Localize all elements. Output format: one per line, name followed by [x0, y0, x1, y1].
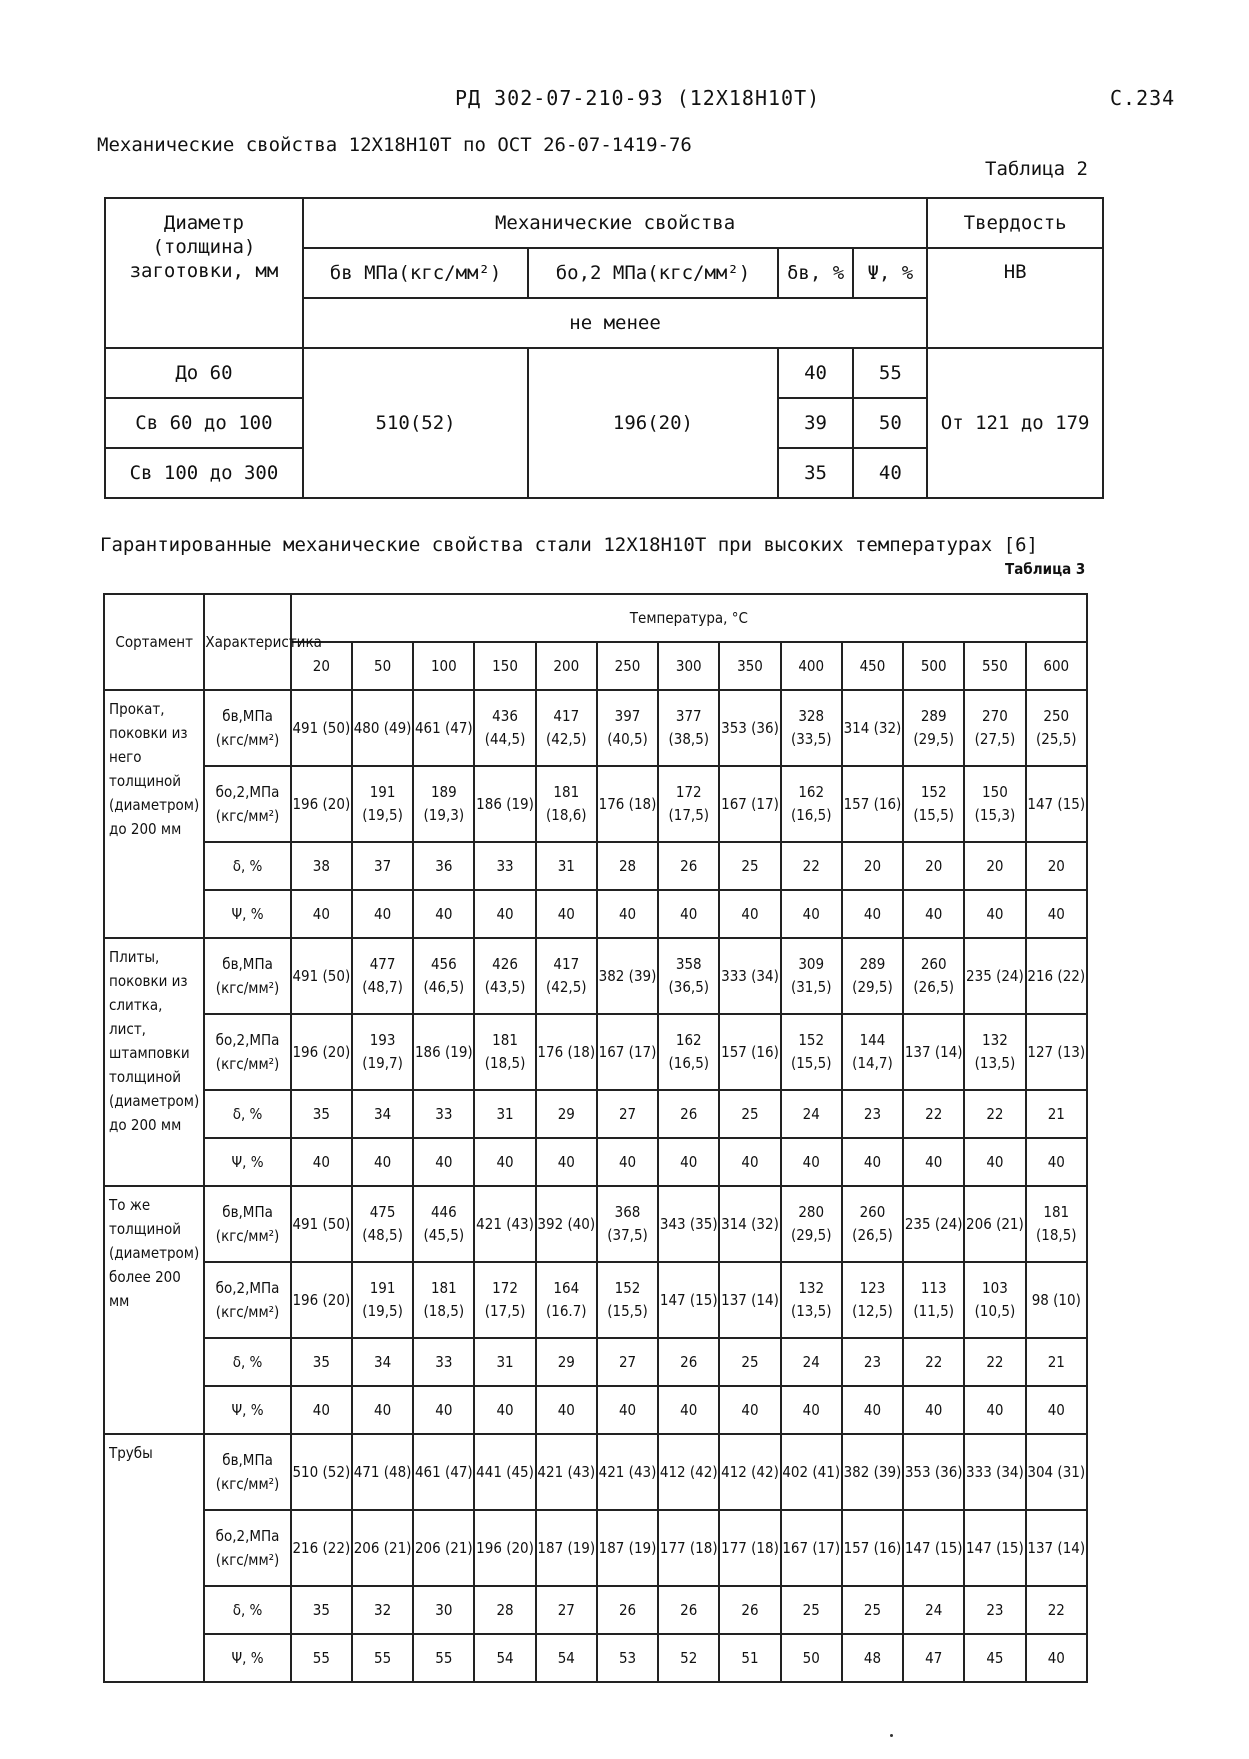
table3-characteristic: Ψ, % — [204, 1634, 290, 1682]
table3-value-cell: 314 (32) — [719, 1186, 780, 1262]
table2-row-psi: 55 — [853, 348, 927, 398]
table3-value-cell: 40 — [903, 890, 964, 938]
table3-value-cell: 491 (50) — [291, 938, 352, 1014]
table3-characteristic: бв,МПа (кгс/мм²) — [204, 1186, 290, 1262]
table2-hardness-value: От 121 до 179 — [927, 348, 1103, 498]
table3-value-cell: 26 — [719, 1586, 780, 1634]
table3-value-cell: 181 (18,5) — [1026, 1186, 1087, 1262]
table3-value-cell: 333 (34) — [719, 938, 780, 1014]
table3-value-cell: 26 — [658, 1338, 719, 1386]
table3-value-cell: 147 (15) — [658, 1262, 719, 1338]
table3-temp-header: 20 — [291, 642, 352, 690]
table3-temp-header: 250 — [597, 642, 658, 690]
table2-sub-d: δв, % — [778, 248, 854, 298]
table3-row — [104, 1510, 1087, 1586]
table3-value-cell: 426 (43,5) — [474, 938, 535, 1014]
table3-value-cell: 471 (48) — [352, 1434, 413, 1510]
table3-value-cell: 40 — [291, 1138, 352, 1186]
table3-value-cell: 33 — [413, 1338, 474, 1386]
table3-value-cell: 40 — [474, 890, 535, 938]
table3-value-cell: 358 (36,5) — [658, 938, 719, 1014]
table3-value-cell: 53 — [597, 1634, 658, 1682]
table3-value-cell: 162 (16,5) — [658, 1014, 719, 1090]
table3-value-cell: 25 — [719, 1338, 780, 1386]
table3-value-cell: 353 (36) — [719, 690, 780, 766]
table3-characteristic: бо,2,МПа (кгс/мм²) — [204, 1262, 290, 1338]
table3-value-cell: 132 (13,5) — [781, 1262, 842, 1338]
table3-value-cell: 40 — [842, 1386, 903, 1434]
table3-value-cell: 191 (19,5) — [352, 766, 413, 842]
table3-value-cell: 235 (24) — [903, 1186, 964, 1262]
table3-value-cell: 123 (12,5) — [842, 1262, 903, 1338]
table3 — [103, 593, 1088, 1683]
table3-value-cell: 147 (15) — [903, 1510, 964, 1586]
table2-sub-psi: Ψ, % — [853, 248, 927, 298]
table3-value-cell: 38 — [291, 842, 352, 890]
table3-value-cell: 157 (16) — [842, 766, 903, 842]
table3-value-cell: 164 (16.7) — [536, 1262, 597, 1338]
table3-value-cell: 24 — [781, 1338, 842, 1386]
table3-value-cell: 22 — [964, 1090, 1025, 1138]
table3-value-cell: 20 — [1026, 842, 1087, 890]
table3-value-cell: 461 (47) — [413, 690, 474, 766]
table3-row — [104, 690, 1087, 766]
table3-row — [104, 1138, 1087, 1186]
table3-characteristic: бв,МПа (кгс/мм²) — [204, 1434, 290, 1510]
table3-caption: Гарантированные механические свойства стали 12Х18Н10Т при высоких температурах [6] — [100, 534, 1038, 556]
table3-value-cell: 328 (33,5) — [781, 690, 842, 766]
table3-row — [104, 766, 1087, 842]
table3-value-cell: 31 — [474, 1090, 535, 1138]
table2-row-psi: 50 — [853, 398, 927, 448]
table3-value-cell: 206 (21) — [352, 1510, 413, 1586]
table3-value-cell: 144 (14,7) — [842, 1014, 903, 1090]
table3-value-cell: 25 — [719, 1090, 780, 1138]
table3-value-cell: 196 (20) — [291, 1262, 352, 1338]
table3-value-cell: 22 — [1026, 1586, 1087, 1634]
table3-characteristic: бв,МПа (кгс/мм²) — [204, 690, 290, 766]
table3-value-cell: 40 — [719, 890, 780, 938]
table2 — [104, 197, 1104, 499]
table2-row-psi: 40 — [853, 448, 927, 498]
table3-row — [104, 1586, 1087, 1634]
table3-value-cell: 30 — [413, 1586, 474, 1634]
table3-value-cell: 22 — [964, 1338, 1025, 1386]
table3-temp-header: 50 — [352, 642, 413, 690]
table3-value-cell: 157 (16) — [842, 1510, 903, 1586]
table3-value-cell: 456 (46,5) — [413, 938, 474, 1014]
table3-sort-cell: Прокат, поковки из него толщиной (диаметром) до 200 мм — [104, 690, 204, 938]
table3-value-cell: 314 (32) — [842, 690, 903, 766]
table3-row — [104, 938, 1087, 1014]
table3-value-cell: 176 (18) — [597, 766, 658, 842]
table2-row-d: 40 — [778, 348, 854, 398]
table3-value-cell: 196 (20) — [474, 1510, 535, 1586]
table3-value-cell: 40 — [597, 890, 658, 938]
table3-value-cell: 40 — [1026, 890, 1087, 938]
table2-sub-s02: бо,2 МПа(кгс/мм²) — [528, 248, 777, 298]
table3-temp-header: 400 — [781, 642, 842, 690]
table3-value-cell: 152 (15,5) — [597, 1262, 658, 1338]
table3-characteristic: δ, % — [204, 1338, 290, 1386]
table3-value-cell: 270 (27,5) — [964, 690, 1025, 766]
table3-value-cell: 343 (35) — [658, 1186, 719, 1262]
document-code: РД 302-07-210-93 (12Х18Н10Т) — [455, 86, 821, 110]
table3-value-cell: 40 — [781, 890, 842, 938]
table3-value-cell: 353 (36) — [903, 1434, 964, 1510]
table3-value-cell: 152 (15,5) — [903, 766, 964, 842]
table3-value-cell: 47 — [903, 1634, 964, 1682]
table3-value-cell: 33 — [413, 1090, 474, 1138]
table3-value-cell: 23 — [842, 1090, 903, 1138]
table2-not-less: не менее — [303, 298, 927, 348]
table3-value-cell: 24 — [781, 1090, 842, 1138]
table3-value-cell: 40 — [658, 890, 719, 938]
table3-value-cell: 260 (26,5) — [842, 1186, 903, 1262]
table3-header-temp: Температура, °С — [291, 594, 1087, 642]
table2-row-d: 35 — [778, 448, 854, 498]
table3-row — [104, 1014, 1087, 1090]
table3-value-cell: 33 — [474, 842, 535, 890]
table3-value-cell: 25 — [842, 1586, 903, 1634]
table3-value-cell: 412 (42) — [658, 1434, 719, 1510]
table3-value-cell: 191 (19,5) — [352, 1262, 413, 1338]
table3-value-cell: 23 — [842, 1338, 903, 1386]
table3-value-cell: 150 (15,3) — [964, 766, 1025, 842]
table3-value-cell: 206 (21) — [964, 1186, 1025, 1262]
table3-value-cell: 216 (22) — [1026, 938, 1087, 1014]
table3-value-cell: 172 (17,5) — [658, 766, 719, 842]
table2-header-diameter: Диаметр (толщина) заготовки, мм — [105, 198, 303, 348]
table3-value-cell: 137 (14) — [903, 1014, 964, 1090]
table3-sort-cell: Трубы — [104, 1434, 204, 1682]
table3-value-cell: 40 — [842, 890, 903, 938]
table3-value-cell: 377 (38,5) — [658, 690, 719, 766]
table3-value-cell: 20 — [964, 842, 1025, 890]
table2-caption: Механические свойства 12Х18Н10Т по ОСТ 26-07-1419-76 — [97, 134, 692, 156]
table3-value-cell: 216 (22) — [291, 1510, 352, 1586]
table3-value-cell: 55 — [413, 1634, 474, 1682]
table3-characteristic: Ψ, % — [204, 1386, 290, 1434]
table3-value-cell: 417 (42,5) — [536, 938, 597, 1014]
table3-value-cell: 196 (20) — [291, 766, 352, 842]
table3-value-cell: 289 (29,5) — [903, 690, 964, 766]
table3-value-cell: 127 (13) — [1026, 1014, 1087, 1090]
table3-value-cell: 37 — [352, 842, 413, 890]
table3-value-cell: 31 — [474, 1338, 535, 1386]
table3-value-cell: 382 (39) — [597, 938, 658, 1014]
table3-value-cell: 40 — [1026, 1634, 1087, 1682]
table3-value-cell: 29 — [536, 1090, 597, 1138]
table3-value-cell: 40 — [474, 1386, 535, 1434]
table3-value-cell: 152 (15,5) — [781, 1014, 842, 1090]
table3-value-cell: 113 (11,5) — [903, 1262, 964, 1338]
table3-sort-cell: То же толщиной (диаметром) более 200 мм — [104, 1186, 204, 1434]
table3-value-cell: 22 — [781, 842, 842, 890]
table3-value-cell: 491 (50) — [291, 1186, 352, 1262]
table3-value-cell: 189 (19,3) — [413, 766, 474, 842]
table3-value-cell: 40 — [536, 1138, 597, 1186]
table3-value-cell: 421 (43) — [536, 1434, 597, 1510]
table3-value-cell: 35 — [291, 1586, 352, 1634]
table3-value-cell: 441 (45) — [474, 1434, 535, 1510]
table3-value-cell: 54 — [536, 1634, 597, 1682]
table3-value-cell: 333 (34) — [964, 1434, 1025, 1510]
table3-value-cell: 40 — [903, 1138, 964, 1186]
table3-value-cell: 35 — [291, 1090, 352, 1138]
table3-value-cell: 27 — [536, 1586, 597, 1634]
table3-value-cell: 26 — [658, 842, 719, 890]
table3-characteristic: δ, % — [204, 1090, 290, 1138]
table3-value-cell: 48 — [842, 1634, 903, 1682]
table3-value-cell: 132 (13,5) — [964, 1014, 1025, 1090]
table3-value-cell: 32 — [352, 1586, 413, 1634]
table3-header-char: Характеристика — [204, 594, 290, 690]
table3-value-cell: 186 (19) — [413, 1014, 474, 1090]
table3-value-cell: 98 (10) — [1026, 1262, 1087, 1338]
table3-value-cell: 186 (19) — [474, 766, 535, 842]
table3-value-cell: 137 (14) — [719, 1262, 780, 1338]
table3-sort-cell: Плиты, поковки из слитка, лист, штамповки толщиной (диаметром) до 200 мм — [104, 938, 204, 1186]
table3-value-cell: 55 — [291, 1634, 352, 1682]
table3-value-cell: 421 (43) — [474, 1186, 535, 1262]
table3-characteristic: бв,МПа (кгс/мм²) — [204, 938, 290, 1014]
table3-value-cell: 40 — [291, 1386, 352, 1434]
table3-value-cell: 187 (19) — [597, 1510, 658, 1586]
table3-value-cell: 40 — [291, 890, 352, 938]
table3-value-cell: 40 — [719, 1386, 780, 1434]
table3-value-cell: 147 (15) — [964, 1510, 1025, 1586]
table3-value-cell: 196 (20) — [291, 1014, 352, 1090]
table3-value-cell: 28 — [597, 842, 658, 890]
table3-value-cell: 157 (16) — [719, 1014, 780, 1090]
table3-value-cell: 40 — [842, 1138, 903, 1186]
table3-row — [104, 842, 1087, 890]
table3-value-cell: 54 — [474, 1634, 535, 1682]
table3-value-cell: 40 — [781, 1138, 842, 1186]
table3-value-cell: 477 (48,7) — [352, 938, 413, 1014]
table3-value-cell: 40 — [1026, 1386, 1087, 1434]
table3-value-cell: 280 (29,5) — [781, 1186, 842, 1262]
table3-value-cell: 26 — [658, 1586, 719, 1634]
table3-characteristic: Ψ, % — [204, 1138, 290, 1186]
table3-temp-header: 150 — [474, 642, 535, 690]
table3-value-cell: 31 — [536, 842, 597, 890]
table3-characteristic: бо,2,МПа (кгс/мм²) — [204, 1014, 290, 1090]
table3-value-cell: 20 — [842, 842, 903, 890]
table3-value-cell: 40 — [352, 1386, 413, 1434]
table3-value-cell: 35 — [291, 1338, 352, 1386]
table3-value-cell: 417 (42,5) — [536, 690, 597, 766]
table2-row-diameter: Св 60 до 100 — [105, 398, 303, 448]
table3-value-cell: 446 (45,5) — [413, 1186, 474, 1262]
table3-value-cell: 40 — [658, 1386, 719, 1434]
table3-value-cell: 250 (25,5) — [1026, 690, 1087, 766]
table2-row-d: 39 — [778, 398, 854, 448]
table3-value-cell: 103 (10,5) — [964, 1262, 1025, 1338]
table3-value-cell: 176 (18) — [536, 1014, 597, 1090]
table3-temp-header: 200 — [536, 642, 597, 690]
table3-characteristic: Ψ, % — [204, 890, 290, 938]
table3-value-cell: 187 (19) — [536, 1510, 597, 1586]
table3-value-cell: 40 — [597, 1386, 658, 1434]
table3-value-cell: 40 — [658, 1138, 719, 1186]
table3-value-cell: 392 (40) — [536, 1186, 597, 1262]
table3-value-cell: 40 — [474, 1138, 535, 1186]
table2-sb-value: 510(52) — [303, 348, 528, 498]
table3-value-cell: 28 — [474, 1586, 535, 1634]
table3-temp-header: 100 — [413, 642, 474, 690]
table3-value-cell: 23 — [964, 1586, 1025, 1634]
table3-value-cell: 34 — [352, 1338, 413, 1386]
table3-value-cell: 40 — [352, 1138, 413, 1186]
table3-value-cell: 40 — [964, 890, 1025, 938]
table3-value-cell: 193 (19,7) — [352, 1014, 413, 1090]
page-number: С.234 — [1110, 86, 1176, 110]
table3-value-cell: 36 — [413, 842, 474, 890]
table3-value-cell: 421 (43) — [597, 1434, 658, 1510]
table3-row — [104, 1434, 1087, 1510]
table3-row — [104, 1386, 1087, 1434]
table3-temp-header: 500 — [903, 642, 964, 690]
table3-value-cell: 181 (18,5) — [474, 1014, 535, 1090]
table3-value-cell: 40 — [413, 1386, 474, 1434]
table3-value-cell: 22 — [903, 1338, 964, 1386]
table2-header-hardness: Твердость — [927, 198, 1103, 248]
table3-temp-header: 550 — [964, 642, 1025, 690]
table3-value-cell: 461 (47) — [413, 1434, 474, 1510]
table3-value-cell: 289 (29,5) — [842, 938, 903, 1014]
scan-dot — [890, 1734, 893, 1737]
table3-value-cell: 436 (44,5) — [474, 690, 535, 766]
table3-value-cell: 25 — [719, 842, 780, 890]
table3-value-cell: 25 — [781, 1586, 842, 1634]
table3-number: Таблица 3 — [1005, 560, 1086, 578]
table3-value-cell: 397 (40,5) — [597, 690, 658, 766]
table3-value-cell: 21 — [1026, 1090, 1087, 1138]
table3-value-cell: 382 (39) — [842, 1434, 903, 1510]
table2-row-diameter: До 60 — [105, 348, 303, 398]
table3-characteristic: бо,2,МПа (кгс/мм²) — [204, 766, 290, 842]
table3-value-cell: 206 (21) — [413, 1510, 474, 1586]
table3-value-cell: 40 — [781, 1386, 842, 1434]
table3-value-cell: 137 (14) — [1026, 1510, 1087, 1586]
table3-temp-header: 450 — [842, 642, 903, 690]
table3-value-cell: 55 — [352, 1634, 413, 1682]
table3-value-cell: 167 (17) — [719, 766, 780, 842]
table3-value-cell: 412 (42) — [719, 1434, 780, 1510]
table3-value-cell: 147 (15) — [1026, 766, 1087, 842]
table2-header-mech: Механические свойства — [303, 198, 927, 248]
table3-value-cell: 24 — [903, 1586, 964, 1634]
table3-row — [104, 890, 1087, 938]
table3-value-cell: 167 (17) — [781, 1510, 842, 1586]
table2-row-diameter: Св 100 до 300 — [105, 448, 303, 498]
table3-value-cell: 491 (50) — [291, 690, 352, 766]
table3-row — [104, 1338, 1087, 1386]
table3-value-cell: 181 (18,6) — [536, 766, 597, 842]
table3-temp-header: 300 — [658, 642, 719, 690]
table3-value-cell: 21 — [1026, 1338, 1087, 1386]
table3-value-cell: 27 — [597, 1090, 658, 1138]
table3-value-cell: 304 (31) — [1026, 1434, 1087, 1510]
table3-value-cell: 368 (37,5) — [597, 1186, 658, 1262]
table3-value-cell: 40 — [964, 1386, 1025, 1434]
table3-value-cell: 29 — [536, 1338, 597, 1386]
table3-value-cell: 40 — [352, 890, 413, 938]
table3-value-cell: 172 (17,5) — [474, 1262, 535, 1338]
table3-value-cell: 34 — [352, 1090, 413, 1138]
table3-temp-header: 350 — [719, 642, 780, 690]
table3-value-cell: 309 (31,5) — [781, 938, 842, 1014]
table3-value-cell: 40 — [964, 1138, 1025, 1186]
table3-value-cell: 51 — [719, 1634, 780, 1682]
table3-value-cell: 40 — [536, 890, 597, 938]
table3-value-cell: 177 (18) — [658, 1510, 719, 1586]
table3-characteristic: бо,2,МПа (кгс/мм²) — [204, 1510, 290, 1586]
table3-value-cell: 40 — [1026, 1138, 1087, 1186]
table3-value-cell: 40 — [719, 1138, 780, 1186]
table3-header-sort: Сортамент — [104, 594, 204, 690]
table2-header-hb: НВ — [927, 248, 1103, 348]
table3-row — [104, 1186, 1087, 1262]
table3-value-cell: 235 (24) — [964, 938, 1025, 1014]
table3-value-cell: 475 (48,5) — [352, 1186, 413, 1262]
table3-value-cell: 260 (26,5) — [903, 938, 964, 1014]
table3-value-cell: 480 (49) — [352, 690, 413, 766]
table3-row — [104, 1634, 1087, 1682]
table3-characteristic: δ, % — [204, 1586, 290, 1634]
table3-value-cell: 177 (18) — [719, 1510, 780, 1586]
table3-temp-header: 600 — [1026, 642, 1087, 690]
table2-sub-sb: бв МПа(кгс/мм²) — [303, 248, 528, 298]
table3-value-cell: 50 — [781, 1634, 842, 1682]
table3-value-cell: 510 (52) — [291, 1434, 352, 1510]
table3-value-cell: 26 — [658, 1090, 719, 1138]
table3-value-cell: 26 — [597, 1586, 658, 1634]
table3-value-cell: 40 — [413, 1138, 474, 1186]
table3-row — [104, 1262, 1087, 1338]
table3-row — [104, 1090, 1087, 1138]
table2-s02-value: 196(20) — [528, 348, 777, 498]
table3-value-cell: 20 — [903, 842, 964, 890]
table3-value-cell: 40 — [903, 1386, 964, 1434]
table3-value-cell: 167 (17) — [597, 1014, 658, 1090]
table3-value-cell: 162 (16,5) — [781, 766, 842, 842]
table3-value-cell: 22 — [903, 1090, 964, 1138]
table3-value-cell: 181 (18,5) — [413, 1262, 474, 1338]
table3-value-cell: 402 (41) — [781, 1434, 842, 1510]
table3-value-cell: 52 — [658, 1634, 719, 1682]
table3-value-cell: 40 — [536, 1386, 597, 1434]
table2-number: Таблица 2 — [985, 158, 1088, 180]
table3-value-cell: 40 — [597, 1138, 658, 1186]
table3-value-cell: 27 — [597, 1338, 658, 1386]
table3-characteristic: δ, % — [204, 842, 290, 890]
table3-value-cell: 45 — [964, 1634, 1025, 1682]
table3-value-cell: 40 — [413, 890, 474, 938]
